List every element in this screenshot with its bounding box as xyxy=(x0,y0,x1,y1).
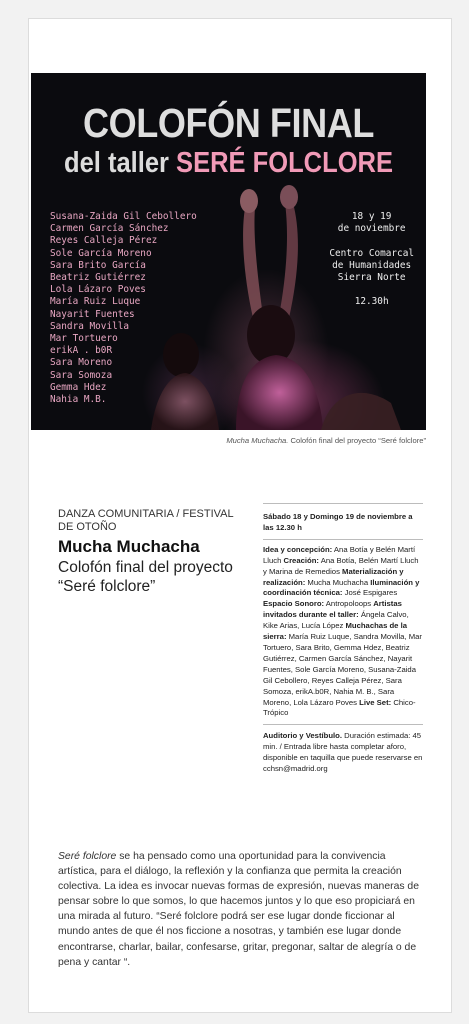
participant-name: Sole García Moreno xyxy=(50,247,152,259)
credit-text: Ana Botía, Belén Martí Lluch y Marina de Remedios xyxy=(263,555,419,576)
participant-name: María Ruiz Luque xyxy=(50,296,141,308)
venue-label: Auditorio y Vestíbulo. xyxy=(263,731,343,741)
poster-venue-line2: de Humanidades xyxy=(332,259,412,271)
credit-label: Artistas invitados durante el taller: xyxy=(263,599,402,620)
event-credits xyxy=(263,540,423,725)
credit-text: Chico-Trópico xyxy=(263,697,416,718)
poster-dates-line2: de noviembre xyxy=(337,223,406,235)
participant-name: Beatriz Gutiérrez xyxy=(50,272,146,284)
credit-text: Antropoloops xyxy=(324,599,374,609)
event-venue xyxy=(263,725,423,775)
section-kicker: DANZA COMUNITARIA / FESTIVAL DE OTOÑO xyxy=(58,508,234,533)
poster-time: 12.30h xyxy=(354,296,389,308)
poster-venue-line3: Sierra Norte xyxy=(337,272,406,283)
participant-name: Reyes Calleja Pérez xyxy=(50,235,158,247)
participant-name: Mar Tortuero xyxy=(50,333,118,345)
participant-list xyxy=(50,211,197,406)
poster-event-info xyxy=(329,211,414,309)
article-body xyxy=(58,849,420,970)
poster-subtitle-prefix: del taller xyxy=(64,147,177,179)
participant-name: Lola Lázaro Poves xyxy=(50,284,146,296)
participant-name: Sara Somoza xyxy=(50,369,113,381)
poster-dates-line1: 18 y 19 xyxy=(351,211,392,222)
credit-label: Idea y concepción: xyxy=(263,544,333,554)
participant-name: Gemma Hdez xyxy=(50,381,107,393)
poster-venue-line1: Centro Comarcal xyxy=(329,247,414,259)
event-details-sidebar xyxy=(263,503,423,775)
participant-name: Sandra Movilla xyxy=(50,320,130,332)
body-italic-lead: Seré folclore xyxy=(58,851,117,862)
credit-label: Muchachas de la sierra: xyxy=(263,621,408,642)
article-title: Mucha Muchacha xyxy=(58,537,200,556)
poster-subtitle-highlight: SERÉ FOLCLORE xyxy=(176,147,393,179)
poster-subtitle xyxy=(55,149,403,178)
body-paragraph: se ha pensado como una oportunidad para la convivencia artística, para el diálogo, la reflexión y la confianza que permita la creación colectiva. La idea es invocar nuevas formas de expresión, nuevas maneras de pensar sobre lo que somos, lo que hacemos juntos y lo que eso propiciará en una mirada al futuro. “Seré folclore podrá ser ese lugar donde ficcionar al mundo antes de que él nos ficcione a nosotras, y también ese lugar donde encontrarse, charlar, bailar, confesarse, gritar, pregonar, saltar de alegría o de pena y cantar “. xyxy=(58,851,419,968)
credit-label: Live Set: xyxy=(359,697,392,707)
venue-text: Duración estimada: 45 min. / Entrada libre hasta completar aforo, disponible en taquilla que puede reservarse en cchsn@madrid.org xyxy=(263,731,423,774)
participant-name: erikA . b0R xyxy=(50,345,113,357)
credit-label: Iluminación y coordinación técnica: xyxy=(263,577,420,598)
event-poster xyxy=(31,73,426,430)
credit-text: Mucha Muchacha xyxy=(305,577,371,587)
credit-text: José Espigares xyxy=(342,588,398,598)
participant-name: Sara Brito García xyxy=(50,259,146,271)
credit-label: Materialización y realización: xyxy=(263,566,404,587)
caption-italic: Mucha Muchacha. xyxy=(226,436,289,445)
participant-name: Nayarit Fuentes xyxy=(50,308,135,320)
credit-text: María Ruiz Luque, Sandra Movilla, Mar Tortuero, Sara Brito, Gemma Hdez, Beatriz Gutiérrez, Carmen García Sánchez, Nayarit Fuentes, Sole García Moreno, Susana-Zaida Gil Cebollero, Reyes Calleja Pérez, Sara Somoza, erikA.b0R, Nahia M. B., Sara Moreno, Lola Lázaro Poves xyxy=(263,632,422,707)
photo-caption xyxy=(31,436,426,445)
credit-text: Ana Botía y Belén Martí Lluch xyxy=(263,544,416,565)
participant-name: Carmen García Sánchez xyxy=(50,223,169,235)
participant-name: Susana-Zaida Gil Cebollero xyxy=(50,211,197,222)
caption-text: Colofón final del proyecto “Seré folclore” xyxy=(288,436,426,445)
participant-name: Sara Moreno xyxy=(50,357,113,369)
participant-name: Nahia M.B. xyxy=(50,394,107,406)
credit-text: Ángela Calvo, Kike Arias, Lucía López xyxy=(263,610,409,631)
article-subtitle: Colofón final del proyecto “Seré folclore” xyxy=(58,559,233,595)
credit-label: Espacio Sonoro: xyxy=(263,599,325,609)
poster-title: COLOFÓN FINAL xyxy=(83,100,374,146)
credit-label: Creación: xyxy=(283,555,319,565)
event-date: Sábado 18 y Domingo 19 de noviembre a las 12.30 h xyxy=(263,512,413,532)
